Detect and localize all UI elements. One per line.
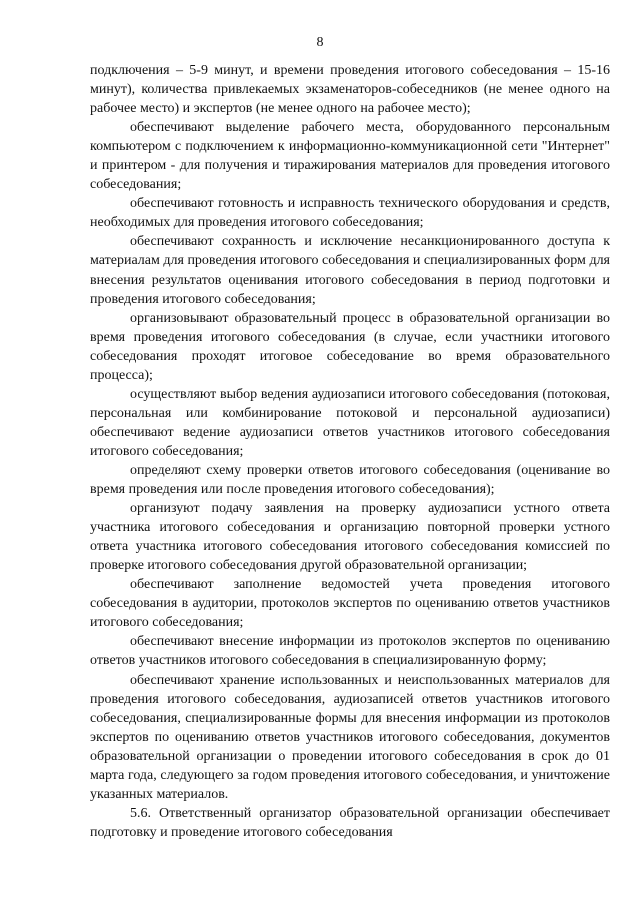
paragraph-checking-scheme: определяют схему проверки ответов итогового собеседования (оценивание во время проведения или после проведения итогового собеседования); — [90, 462, 610, 498]
paragraph-educational-process: организовывают образовательный процесс в образовательной организации во время проведения итогового собеседования (в случае, если участники итогового собеседования проходят итоговое собеседование во время образовательного процесса); — [90, 310, 610, 383]
paragraph-audio-recording: осуществляют выбор ведения аудиозаписи итогового собеседования (потоковая, персональная или комбинирование потоковой и персональной аудиозаписи) обеспечивают ведение аудиозаписи ответов участников итогового собеседования итогового собеседования; — [90, 386, 610, 459]
page-number: 8 — [316, 35, 324, 50]
paragraph-specialized-form: обеспечивают внесение информации из протоколов экспертов по оцениванию ответов участников итогового собеседования в специализированную форму; — [90, 634, 610, 669]
paragraph-materials-security: обеспечивают сохранность и исключение несанкционированного доступа к материалам для проведения итогового собеседования и специализированных форм для внесения результатов оценивания итогового собеседования в период подготовки и проведения итогового собеседования; — [90, 234, 610, 307]
paragraph-statements: обеспечивают заполнение ведомостей учета проведения итогового собеседования в аудитории, протоколов экспертов по оцениванию ответов участников итогового собеседования; — [90, 577, 610, 631]
paragraph-storage: обеспечивают хранение использованных и неиспользованных материалов для проведения итогового собеседования, аудиозаписей ответов участников итогового собеседования, специализированные формы для внесения информации из протоколов экспертов по оцениванию ответов участников итогового собеседования, документов образовательной организации о проведении итогового собеседования в срок до 01 марта года, следующего за годом проведения итогового собеседования, и уничтожение указанных материалов. — [90, 672, 610, 802]
document-body — [90, 61, 610, 842]
paragraph-workplace: обеспечивают выделение рабочего места, оборудованного персональным компьютером с подключением к информационно-коммуникационной сети "Интернет" и принтером - для получения и тиражирования материалов для проведения итогового собеседования; — [90, 120, 610, 193]
paragraph-tool-duration: подключения – 5-9 минут, и времени проведения итогового собеседования – 15-16 минут), количества привлекаемых экзаменаторов-собеседников (не менее одного на рабочее место) и экспертов (не менее одного на рабочее место); — [90, 63, 610, 117]
paragraph-section-5-6: 5.6. Ответственный организатор образовательной организации обеспечивает подготовку и проведение итогового собеседования — [90, 805, 610, 840]
paragraph-recheck-application: организуют подачу заявления на проверку аудиозаписи устного ответа участника итогового собеседования и организацию повторной проверки устного ответа участника итогового собеседования итогового собеседования комиссией по проверке итогового собеседования другой образовательной организации; — [90, 501, 610, 574]
paragraph-equipment-readiness: обеспечивают готовность и исправность технического оборудования и средств, необходимых для проведения итогового собеседования; — [90, 196, 610, 231]
